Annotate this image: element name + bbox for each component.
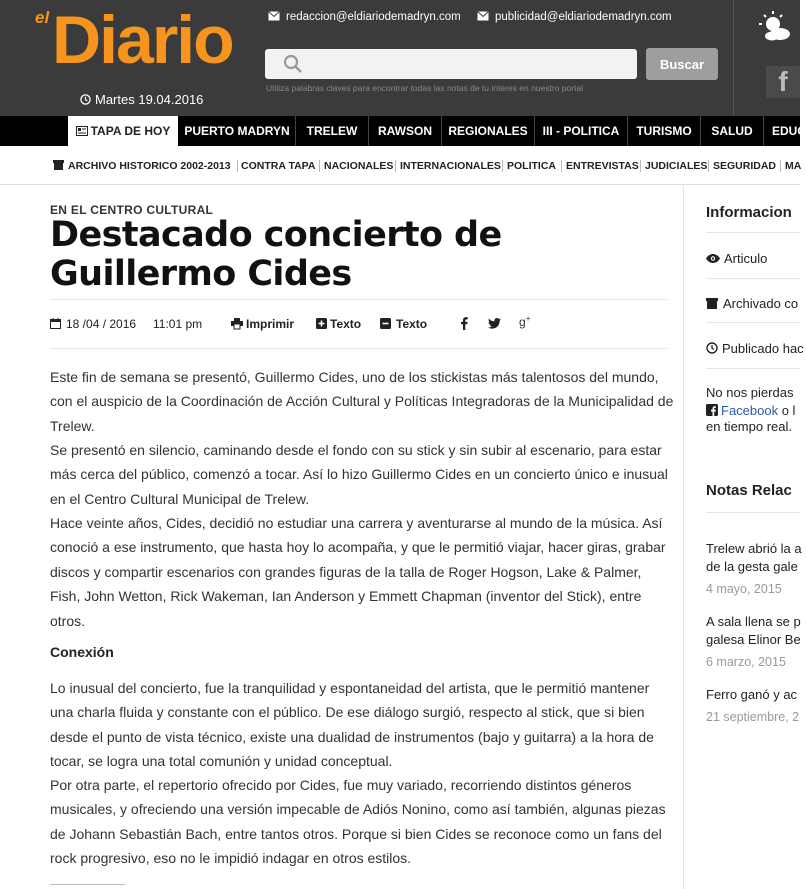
nav2-divider: [319, 160, 320, 172]
redaccion-email[interactable]: redaccion@eldiariodemadryn.com: [286, 11, 461, 23]
article-paragraph: Lo inusual del concierto, fue la tranquilidad y espontaneidad del artista, que le permitió mantener una charla fluida y constante con el público. De ese diálogo surgió, respecto al stick, que si bien desde el punto de vista técnico, existe una dualidad de instrumentos (bajo y guitarra) a la hora de tocar, se logra una total comunión y unidad conceptual.: [50, 680, 654, 770]
calendar-icon: [50, 318, 61, 329]
contact-publicidad[interactable]: [477, 11, 672, 23]
newspaper-icon: [76, 126, 88, 136]
sidebar-rule: [706, 232, 800, 233]
printer-icon: [231, 318, 243, 329]
nav2-divider: [502, 160, 503, 172]
nav2-divider: [708, 160, 709, 172]
sidebar-info-title: Informacion: [706, 204, 792, 221]
text-smaller-button[interactable]: [380, 317, 427, 331]
facebook-link[interactable]: Facebook: [721, 403, 779, 418]
sidebar-rule: [706, 368, 800, 369]
sidebar-social-line3: en tiempo real.: [706, 419, 792, 434]
nav-tapa-de-hoy[interactable]: [68, 116, 178, 146]
sidebar-info-archived: [706, 296, 798, 311]
sidebar-info-published: [706, 341, 804, 356]
related-item-title[interactable]: Ferro ganó y ac: [706, 687, 798, 702]
print-button[interactable]: [231, 317, 294, 331]
nav2-divider: [640, 160, 641, 172]
nav2-internacionales[interactable]: INTERNACIONALES: [400, 160, 501, 172]
article-time: 11:01 pm: [153, 317, 203, 331]
plus-square-icon: [316, 318, 327, 329]
nav2-divider: [561, 160, 562, 172]
meta-top-divider: [50, 299, 667, 300]
envelope-icon: [477, 11, 489, 21]
sidebar-related-title: Notas Relac: [706, 482, 792, 499]
minus-square-icon: [380, 318, 391, 329]
related-item-title[interactable]: Trelew abrió la a: [706, 541, 802, 556]
nav2-divider: [395, 160, 396, 172]
contact-redaccion[interactable]: [268, 11, 461, 23]
sidebar-rule: [706, 322, 800, 323]
article-paragraph: Se presentó en silencio, caminando desde el fondo con su stick y sin subir al escenario, para estar más cerca del público, comenzó a tocar. Así lo hizo Guillermo Cides en un concierto único e inusual en el Centro Cultural Municipal de Trelew.: [50, 442, 668, 507]
related-item-title-cont[interactable]: de la gesta gale: [706, 559, 798, 574]
nav2-seguridad[interactable]: SEGURIDAD: [713, 160, 777, 172]
meta-bottom-divider: [50, 348, 667, 349]
article-date: [50, 317, 136, 331]
archive-icon: [706, 298, 718, 309]
nav-turismo[interactable]: TURISMO: [636, 124, 692, 138]
publicidad-email[interactable]: publicidad@eldiariodemadryn.com: [495, 11, 672, 23]
sidebar-info-label: Articulo: [724, 251, 768, 266]
nav-politica[interactable]: III - POLITICA: [542, 124, 620, 138]
date-text: Martes 19.04.2016: [95, 92, 204, 107]
clock-icon: [706, 342, 718, 354]
search-icon: [283, 54, 303, 74]
nav-educacion[interactable]: EDUC: [772, 124, 806, 138]
article-paragraph: Por otra parte, el repertorio ofrecido por Cides, fue muy variado, recorriendo distintos géneros musicales, y ofreciendo una versión impecable de Adiós Nonino, como así también, algunas piezas de Johann Sebastián Bach, entre tantos otros. Porque si bien Cides se reconoce como un fans del rock progresivo, eso no le impidió indagar en otros estilos.: [50, 777, 666, 867]
nav2-divider: [237, 160, 238, 172]
related-item-date: 21 septiembre, 2: [706, 710, 800, 724]
article-kicker: EN EL CENTRO CULTURAL: [50, 203, 214, 217]
related-item-title[interactable]: A sala llena se p: [706, 614, 801, 629]
sidebar-social-line1: No nos pierdas: [706, 385, 794, 400]
nav2-nacionales[interactable]: NACIONALES: [324, 160, 394, 172]
article-title: Destacado concierto de Guillermo Cides: [50, 215, 502, 294]
nav-rawson[interactable]: RAWSON: [378, 124, 432, 138]
related-item-date: 4 mayo, 2015: [706, 582, 782, 596]
sidebar-rule: [706, 278, 800, 279]
search-button[interactable]: Buscar: [646, 48, 718, 80]
header-divider: [733, 0, 734, 116]
site-logo[interactable]: Diario: [52, 2, 233, 78]
logo-prefix[interactable]: el: [35, 8, 50, 27]
sidebar-info-label: Archivado co: [723, 296, 799, 311]
sidebar-social-line2: [706, 403, 795, 418]
nav2-more[interactable]: MA: [785, 160, 802, 172]
article-paragraph: Este fin de semana se presentó, Guillermo Cides, uno de los stickistas más talentosos del mundo, con el auspicio de la Coordinación de Acción Cultural y Políticas Integradoras de la Municipalidad de Trelew.: [50, 369, 674, 434]
text-larger-button[interactable]: [316, 317, 361, 331]
nav2-archivo[interactable]: [53, 160, 231, 172]
nav-label: TAPA DE HOY: [90, 124, 171, 138]
eye-icon: [706, 254, 720, 263]
nav2-contra-tapa[interactable]: CONTRA TAPA: [241, 160, 316, 172]
facebook-icon[interactable]: f: [766, 66, 800, 98]
sidebar-info-label: Publicado hac: [722, 341, 804, 356]
current-date: [80, 92, 203, 107]
nav-trelew[interactable]: TRELEW: [306, 124, 358, 138]
facebook-share-icon[interactable]: [460, 317, 468, 330]
text-minus-label: Texto: [396, 317, 428, 331]
envelope-icon: [268, 11, 280, 21]
nav2-judiciales[interactable]: JUDICIALES: [645, 160, 708, 172]
nav2-politica[interactable]: POLITICA: [507, 160, 556, 172]
sidebar-info-article: [706, 251, 767, 266]
article-paragraph: Hace veinte años, Cides, decidió no estudiar una carrera y aventurarse al mundo de la música. Así conoció a ese instrumento, que hasta hoy lo acompaña, y que le permitió viajar, hacer giras, grabar discos y compartir escenarios con grandes figuras de la talla de Roger Hogson, Lake & Palmer, Fish, John Wetton, Rick Wakeman, Ian Anderson y Emmett Chapman (inventor del Stick), entre otros.: [50, 515, 666, 629]
nav-separator: [763, 116, 764, 146]
date-value: 18 /04 / 2016: [66, 317, 137, 331]
related-item-title-cont[interactable]: galesa Elinor Be: [706, 632, 801, 647]
weather-icon: [758, 10, 792, 44]
nav2-entrevistas[interactable]: ENTREVISTAS: [566, 160, 639, 172]
twitter-share-icon[interactable]: [488, 318, 501, 329]
googleplus-share-icon[interactable]: g+: [519, 314, 531, 329]
text-plus-label: Texto: [330, 317, 362, 331]
archive-icon: [53, 160, 64, 170]
nav-puerto-madryn[interactable]: PUERTO MADRYN: [184, 124, 290, 138]
article-end-rule: [50, 884, 125, 885]
sidebar-divider: [683, 186, 684, 889]
search-input[interactable]: [265, 49, 637, 79]
sidebar-rule: [706, 512, 800, 513]
nav2-divider: [780, 160, 781, 172]
facebook-square-icon: [706, 404, 718, 416]
clock-icon: [80, 94, 91, 105]
print-label: Imprimir: [246, 317, 295, 331]
search-hint: Utiliza palabras claves para encontrar todas las notas de tu interes en nuestro portal: [266, 83, 584, 93]
nav-regionales[interactable]: REGIONALES: [448, 124, 528, 138]
nav-salud[interactable]: SALUD: [711, 124, 753, 138]
social-after-facebook: o l: [781, 403, 796, 418]
related-item-date: 6 marzo, 2015: [706, 655, 786, 669]
article-subheading: Conexión: [50, 644, 114, 660]
nav2-label: ARCHIVO HISTORICO 2002-2013: [68, 160, 231, 172]
